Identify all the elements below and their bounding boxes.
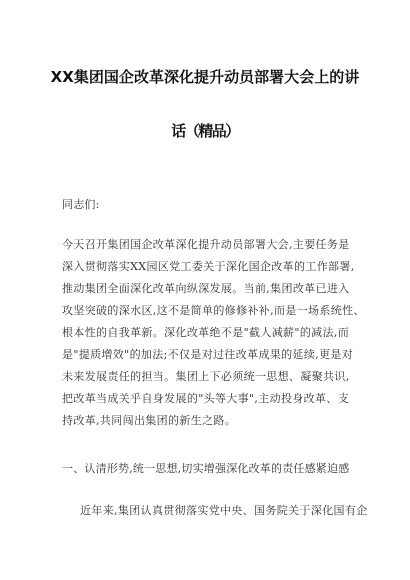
paragraph-line: 今天召开集团国企改革深化提升动员部署大会,主要任务是 [62,238,350,251]
paragraph-line: 深入贯彻落实XX园区党工委关于深化国企改革的工作部署, [62,260,355,273]
paragraph-line: 持改革,共同闯出集团的新生之路。 [62,414,237,427]
paragraph-line: 是"提质增效"的加法;不仅是对过往改革成果的延续,更是对 [62,348,354,361]
paragraph-line: 推动集团全面深化改革向纵深发展。当前,集团改革已进入 [62,282,350,295]
document-title-line-1: XX集团国企改革深化提升动员部署大会上的讲 [50,68,360,86]
document-title-line-2: 话（精品） [171,122,239,140]
paragraph-line: 近年来,集团认真贯彻落实党中央、国务院关于深化国有企 [80,504,368,517]
paragraph-line: 根本性的自我革新。深化改革绝不是"截人减薪"的减法,而 [62,326,350,339]
paragraph-line: 攻坚突破的深水区,这不是简单的修修补补,而是一场系统性、 [62,304,365,317]
paragraph-line: 未来发展责任的担当。集团上下必须统一思想、凝聚共识, [62,370,350,383]
paragraph-line: 把改革当成关乎自身发展的"头等大事",主动投身改革、支 [62,392,350,405]
salutation: 同志们: [62,198,100,211]
section-heading-1: 一、认清形势,统一思想,切实增强深化改革的责任感紧迫感 [62,462,350,475]
